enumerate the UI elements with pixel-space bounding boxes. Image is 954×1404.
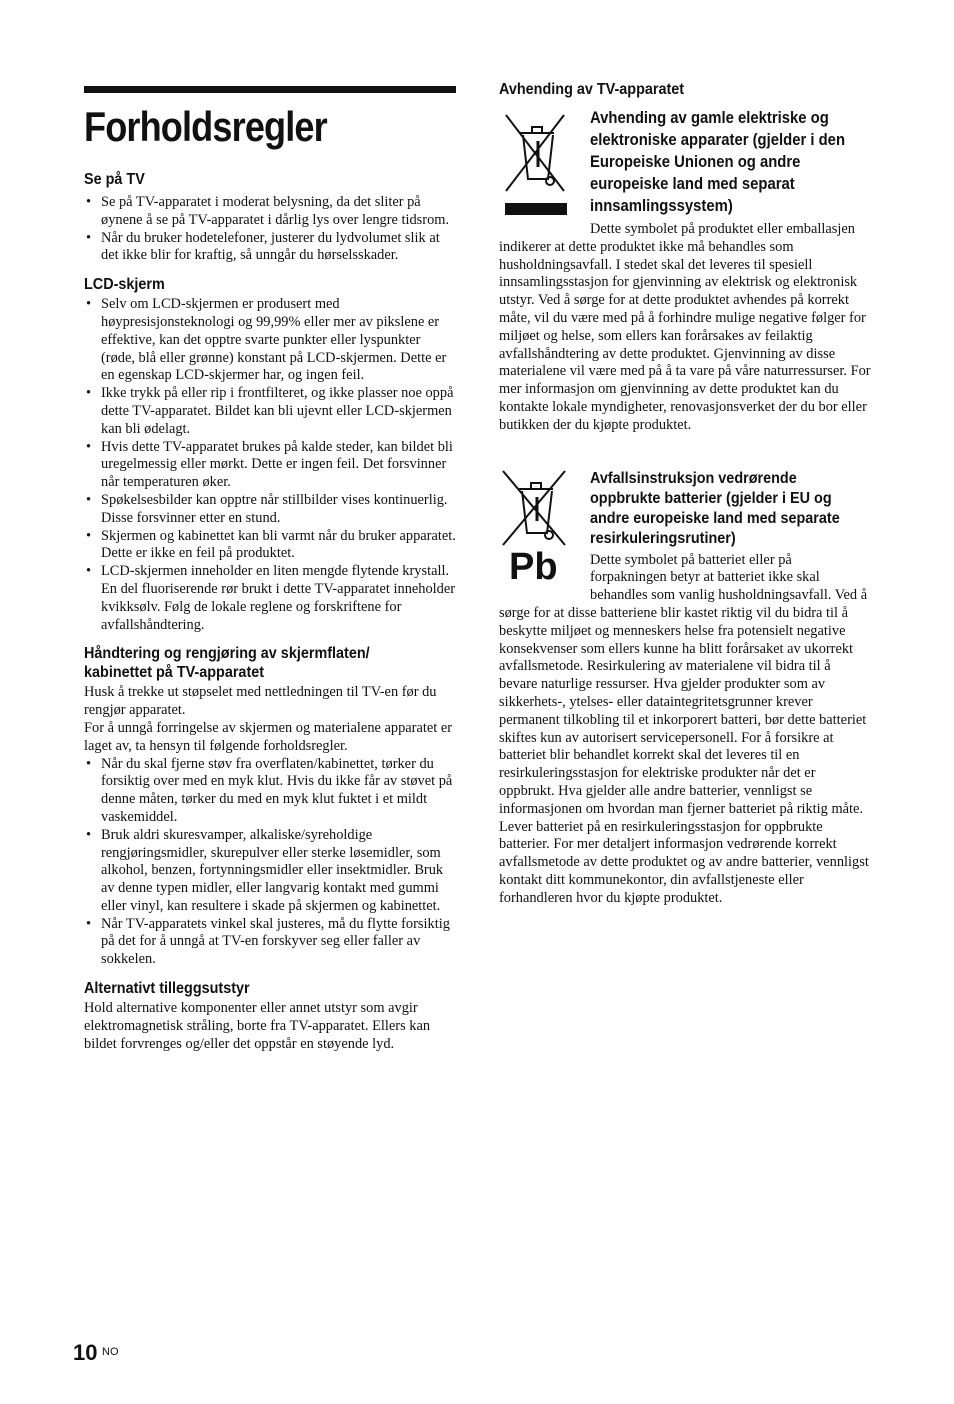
list-handtering bbox=[84, 756, 456, 970]
weee-heading: Avhending av gamle elektriske og elektroniske apparater (gjelder i den Europeiske Unionen og andre europeiske land med separat innsamlingssystem) bbox=[590, 109, 846, 215]
title-rule bbox=[84, 86, 456, 93]
right-column bbox=[499, 80, 871, 908]
battery-block bbox=[499, 469, 871, 908]
list-item: • Bruk aldri skuresvamper, alkaliske/syreholdige rengjøringsmidler, skurepulver eller sterke løsemidler, som alkohol, benzen, fortynningsmidler eller insektmidler. Bruk av denne typen midler, eller langvarig kontakt med gummi eller vinyl, kan resultere i skade på skjermen og kabinettet. bbox=[84, 827, 456, 916]
crossed-bin-icon bbox=[502, 111, 568, 215]
list-item: • Selv om LCD-skjermen er produsert med høypresisjonsteknologi og 99,99% eller mer av pikslene er effektive, kan det opptre svarte punkter eller lyspunkter (røde, blå eller grønne) konstant på LCD-skjermen. Dette er en egenskap LCD-skjermer har, og ingen feil. bbox=[84, 296, 456, 385]
list-item: • Når du bruker hodetelefoner, justerer du lydvolumet slik at det ikke blir for kraftig, så unngår du hørselsskader. bbox=[84, 230, 456, 266]
list-item: • Hvis dette TV-apparatet brukes på kalde steder, kan bildet bli uregelmessig eller mørkt. Dette er ingen feil. Det forsvinner når temperaturen øker. bbox=[84, 439, 456, 492]
heading-avhending: Avhending av TV-apparatet bbox=[499, 81, 685, 98]
heading-lcd: LCD-skjerm bbox=[84, 276, 165, 294]
language-code: NO bbox=[102, 1346, 119, 1358]
crossed-bin-pb-icon bbox=[499, 469, 569, 588]
heading-alternativt: Alternativt tilleggsutstyr bbox=[84, 980, 250, 998]
list-item: • Spøkelsesbilder kan opptre når stillbilder vises kontinuerlig. Disse forsvinner etter en stund. bbox=[84, 492, 456, 528]
heading-handtering-2: kabinettet på TV-apparatet bbox=[84, 664, 265, 682]
weee-block bbox=[499, 107, 871, 435]
page-number: 10 bbox=[73, 1340, 98, 1365]
weee-paragraph: Dette symbolet på produktet eller emballasjen indikerer at dette produktet ikke må behandles som husholdningsavfall. I stedet skal det leveres til spesiell innsamlingsstasjon for gjenvinning av elektrisk og elektronisk utstyr. Ved å sørge for at dette produktet avhendes på korrekt måte, vil du være med på å forhindre mulige negative følger for miljøet og helse, som ellers kan forårsakes av feilaktig avfallshåndtering av dette produktet. Gjenvinning av disse materialene vil være med på å ta vare på våre naturressurser. For mer informasjon om gjenvinning av dette produktet kan du kontakte lokale myndigheter, renovasjonsverket der du bor eller butikken der du kjøpte produktet. bbox=[499, 221, 871, 433]
paragraph: Hold alternative komponenter eller annet utstyr som avgir elektromagnetisk stråling, borte fra TV-apparatet. Ellers kan bildet forvrenges og/eller det oppstår en støyende lyd. bbox=[84, 1000, 431, 1052]
left-column bbox=[84, 86, 456, 1053]
heading-se-pa-tv: Se på TV bbox=[84, 171, 145, 188]
paragraph: For å unngå forringelse av skjermen og materialene apparatet er laget av, ta hensyn til følgende forholdsregler. bbox=[84, 719, 453, 754]
page-title: Forholdsregler bbox=[84, 103, 327, 150]
battery-heading: Avfallsinstruksjon vedrørende oppbrukte batterier (gjelder i EU og andre europeiske land med separate resirkuleringsrutiner) bbox=[590, 469, 840, 547]
list-se-pa-tv bbox=[84, 194, 456, 265]
list-item: • Når TV-apparatets vinkel skal justeres, må du flytte forsiktig på det for å unngå at TV-en forskyver seg eller faller av sokkelen. bbox=[84, 916, 456, 969]
list-item: • Når du skal fjerne støv fra overflaten/kabinettet, tørker du forsiktig over med en myk klut. Hvis du ikke får av støvet på denne måten, tørker du med en myk klut fuktet i et mildt vaskemiddel. bbox=[84, 756, 456, 827]
list-item: • LCD-skjermen inneholder en liten mengde flytende krystall. En del fluoriserende rør brukt i dette TV-apparatet inneholder kvikksølv. Følg de lokale reglene og forskriftene for avfallshåndtering. bbox=[84, 563, 456, 634]
list-item: • Ikke trykk på eller rip i frontfilteret, og ikke plasser noe oppå dette TV-apparatet. Bildet kan bli ujevnt eller LCD-skjermen kan bli ødelagt. bbox=[84, 385, 456, 438]
list-item: • Se på TV-apparatet i moderat belysning, da det sliter på øynene å se på TV-apparatet i dårlig lys over lengre tidsrom. bbox=[84, 194, 456, 230]
pb-label: Pb bbox=[509, 545, 558, 588]
heading-handtering-1: Håndtering og rengjøring av skjermflaten/ bbox=[84, 645, 370, 663]
list-lcd bbox=[84, 296, 456, 634]
list-item: • Skjermen og kabinettet kan bli varmt når du bruker apparatet. Dette er ikke en feil på produktet. bbox=[84, 528, 456, 564]
paragraph: Husk å trekke ut støpselet med nettledningen til TV-en før du rengjør apparatet. bbox=[84, 684, 437, 719]
battery-paragraph: Dette symbolet på batteriet eller på forpakningen betyr at batteriet ikke skal behandles som vanlig husholdningsavfall. Ved å sørge for at disse batteriene blir kastet riktig vil du bidra til å beskytte miljøet og menneskers helse fra potensielt negative konsekvenser som ellers kunne ha blitt forårsaket av ukorrekt avfallsmetode. Resirkulering av materialene vil bidra til å bevare naturlige ressurser. Hva gjelder produkter som av sikkerhets-, ytelses- eller dataintegritetsgrunner krever permanent tilkobling til et inkorporert batteri, bør dette batteriet skiftes kun av autorisert servicepersonell. For å forsikre at batteriet blir behandlet korrekt skal det leveres til en resirkuleringsstasjon for elektriske produkter når det er oppbrukt. Hva gjelder alle andre batterier, vennligst se informasjonen om hvordan man fjerner batteriet på riktig måte. Lever batteriet på en resirkuleringsstasjon for oppbrukte batterier. For mer detaljert informasjon vedrørende korrekt avfallsmetode av dette produktet og av andre batterier, vennligst kontakt ditt kommunekontor, din avfallstjeneste eller forhandleren hvor du kjøpte produktet. bbox=[499, 551, 869, 906]
